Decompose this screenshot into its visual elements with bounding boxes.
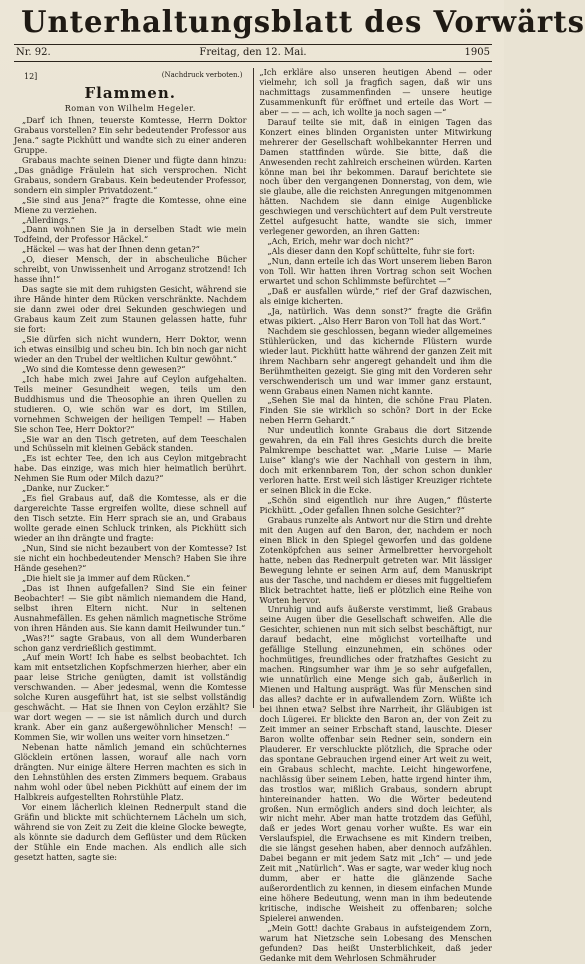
paragraph: „Darf ich Ihnen, teuerste Komtesse, Herrn Doktor Grabaus vorstellen? Ein sehr bedeutender Professor aus Jena.“ sagte Pickhütt und wandte sich zu einer anderen Gruppe. (14, 115, 247, 155)
paragraph: „Häckel — was hat der Ihnen denn getan?“ (22, 244, 200, 255)
issue-bar (14, 44, 492, 62)
paragraph: „Die hielt sie ja immer auf dem Rücken.“ (22, 572, 191, 583)
issue-date: Freitag, den 12. Mai. (199, 47, 307, 58)
paragraph: „Wo sind die Komtesse denn gewesen?“ (22, 363, 186, 374)
paragraph: „Allerdings.“ (22, 214, 75, 225)
paragraph: „Daß er ausfallen würde,“ rief der Graf dazwischen, als einige kicherten. (259, 285, 492, 306)
left-column (14, 68, 247, 862)
paragraph: „Ach, Erich, mehr war doch nicht?“ (267, 236, 414, 247)
masthead-title: Unterhaltungsblatt des Vorwärts (21, 5, 585, 40)
right-column-body (259, 68, 492, 964)
paragraph: Das sagte sie mit dem ruhigsten Gesicht, während sie ihre Hände hinter dem Rücken verschränkte. Nachdem sie dann zwei oder drei Sekunden geschwiegen und Grabaus kaum Zeit zum Staunen gelassen hatte, fuhr sie fort: (14, 284, 247, 335)
paragraph: Darauf teilte sie mit, daß in einigen Tagen das Konzert eines blinden Organisten unter Mitwirkung mehrerer der Gesellschaft wohlbekannter Herren und Damen stattfinden würde. Sie bitte, daß die Anwesenden recht zahlreich erscheinen würden. Karten könne man bei ihr bekommen. Darauf berichtete sie noch über den vergangenen Donnerstag, von dem, wie sie glaube, alle die reichsten Anregungen mitgenommen hätten. Nachdem sie dann einige Augenblicke geschwiegen und verschüchtert auf dem Pult verstreute Zettel aufgesucht hatte, wandte sie sich, immer verlegener geworden, an ihren Gatten: (259, 116, 492, 237)
paragraph: „Als dieser dann den Kopf schüttelte, fuhr sie fort: (267, 246, 475, 257)
paragraph: „Sie dürfen sich nicht wundern, Herr Doktor, wenn ich etwas einsilbig und scheu bin. Ich bin noch gar nicht wieder an den Trubel der weltlichen Kultur gewöhnt.“ (14, 333, 247, 364)
paragraph: Unruhig und aufs äußerste verstimmt, ließ Grabaus seine Augen über die Gesellschaft schweifen. Alle die Gesichter, schienen nun mit sich selbst beschäftigt, nur darauf bedacht, eine möglichst vorteilhafte und gefällige Stellung einzunehmen, ein schönes oder hochmütiges, freundliches oder fratzhaftes Gesicht zu machen. Ringsumher war ihm je so sehr aufgefallen, wie unnatürlich eine Menge sich gab, äußerlich in Mienen und Haltung ausprägt. Was für Menschen sind das alles? dachte er in aufwallendem Zorn. Wüßte ich bei ihnen etwa? Selbst ihre Narrheit, ihr Gläubigen ist doch Lügerei. Er blickte den Baron an, der von Zeit zu Zeit immer an seiner Erbschaft stand, lauschte. Dieser Baron wollte offenbar sein Redner sein, sondern ein Plauderer. Er verschluckte plötzlich, die Sprache oder das spontane Gebrauchen irgend einer Art weit zu weit, ein Grabaus schlecht, machte. Leicht hingeworfene, nachlässig über seinem Leben, hatte irgend hinter ihm, das trostlos war, mißlich Grabaus, sondern abrupt hintereinander hatten. Wo die Wörter bedeutend großen. Nun ermöglich anders sind doch leichter, als wir nicht mehr. Aber man hatte trotzdem das Gefühl, daß er jedes Wort genau vorher wußte. Es war ein Verslaufspiel, die Erwachsene es mit Kindern treiben, die sie längst gesehen haben, aber dennoch aufzählen. Dabei begann er mit jedem Satz mit „Ich“ — und jede Zeit mit „Natürlich“. Was er sagte, war weder klug noch dumm, aber er hatte die glänzende Sache außerordentlich zu kennen, in diesem einfachen Munde eine höhere Bedeutung, wenn man in ihm bedeutende kritische, indische Weisheit zu offenbaren; solche Spielerei anwenden. (259, 604, 492, 924)
paragraph: „Mein Gott! dachte Grabaus in aufsteigendem Zorn, warum hat Nietzsche sein Lobesang des Menschen gefunden? Das heißt Unsterblichkeit, daß jeder Gedanke mit dem Wehrlosen Schmähruder (259, 922, 492, 963)
paragraph: „Das ist Ihnen aufgefallen? Sind Sie ein feiner Beobachter! — Sie gibt nämlich niemandem die Hand, selbst ihren Eltern nicht. Nur in seltenen Ausnahmefällen. Es gehen nämlich magnetische Ströme von ihren Händen aus. Sie kann damit Heilwunder tun.“ (14, 582, 247, 633)
article-title: Flammen. (84, 84, 176, 102)
paragraph: „Dann wohnen Sie ja in derselben Stadt wie mein Todfeind, der Professor Häckel.“ (14, 224, 247, 245)
paragraph: „Nun, dann erteile ich das Wort unserem lieben Baron von Toll. Wir hatten ihren Vortrag schon seit Wochen erwartet und schon Schlimmste befürchtet —“ (259, 256, 492, 287)
paragraph: Grabaus machte seinen Diener und fügte dann hinzu: „Das gnädige Fräulein hat sich versprochen. Nicht Grabaus, sondern Grabaus. Kein bedeutender Professor, sondern ein simpler Privatdozent.“ (14, 154, 247, 195)
paragraph: „Auf mein Wort! Ich habe es selbst beobachtet. Ich kam mit entsetzlichen Kopfschmerzen hierher, aber ein paar leise Striche genügten, damit ist vollständig verschwanden. — Aber jedesmal, wenn die Komtesse solche Kuren ausgeführt hat, ist sie selbst vollständig geschwächt. — Hat sie Ihnen von Ceylon erzählt? Sie war dort wegen — — sie ist nämlich durch und durch krank. Aber ein ganz außergewöhnlicher Mensch! — Kommen Sie, wir wollen uns weiter vorn hinsetzen.“ (14, 652, 247, 743)
paragraph: „Was?!“ sagte Grabaus, von all dem Wunderbaren schon ganz verdrießlich gestimmt. (14, 632, 247, 653)
installment-number: 12] (24, 72, 38, 81)
paragraph: „Nun, Sind sie nicht bezaubert von der Komtesse? Ist sie nicht ein hochbedeutender Mensch? Haben Sie ihre Hände gesehen?“ (14, 542, 247, 573)
paragraph: „Sehen Sie mal da hinten, die schöne Frau Platen. Finden Sie sie wirklich so schön? Dort in der Ecke neben Herrn Gehardt.“ (259, 395, 492, 426)
paragraph: Nachdem sie geschlossen, begann wieder allgemeines Stühlerücken, und das kichernde Flüstern wurde wieder laut. Pickhütt hatte während der ganzen Zeit mit ihrem Nachbarn sehr angeregt gehandelt und ihm die Berühmtheiten gezeigt. Sie ging mit den Vorderen sehr verschwenderisch um und war immer ganz erstaunt, wenn Grabaus einen Namen nicht kannte. (259, 325, 492, 396)
issue-number: Nr. 92. (16, 47, 51, 58)
paragraph: Grabaus runzelte als Antwort nur die Stirn und drehte mit den Augen auf den Baron, der, nachdem er noch einen Blick in den Spiegel geworfen und das goldene Zotenköpfchen aus seiner Ärmelbretter hervorgeholt hatte, neben das Rednerpult getreten war. Mit lässiger Bewegung lehnte er seinen Arm auf, dem Manuskript aus der Tasche, und nachdem er dieses mit fuggeltiefem Blick betrachtet hatte, ließ er plötzlich eine Reihe von Worten hervor. (259, 514, 492, 605)
left-column-body (14, 116, 247, 862)
paragraph: „Sie sind aus Jena?“ fragte die Komtesse, ohne eine Miene zu verziehen. (14, 194, 247, 215)
paragraph: Nebenan hatte nämlich jemand ein schüchternes Glöcklein ertönen lassen, worauf alle nach vorn drängten. Nur einige ältere Herren machten es sich in den Lehnstühlen des ersten Zimmers bequem. Grabaus nahm wohl oder übel neben Pickhütt auf einem der im Halbkreis aufgestellten Rohrstühle Platz. (14, 742, 247, 802)
issue-year: 1905 (464, 47, 490, 58)
paragraph: „Ich habe mich zwei Jahre auf Ceylon aufgehalten. Teils meiner Gesundheit wegen, teils um den Buddhismus und die Theosophie an ihren Quellen zu studieren. O, wie schön war es dort, im Stillen, vornehmen Schweigen der heiligen Tempel! — Haben Sie schon Tee, Herr Doktor?“ (14, 373, 247, 434)
paragraph: „Es ist echter Tee, den ich aus Ceylon mitgebracht habe. Das einzige, was mich hier heimatlich berührt. Nehmen Sie Rum oder Milch dazu?“ (14, 453, 247, 484)
text-columns (14, 67, 492, 963)
paragraph: „Es fiel Grabaus auf, daß die Komtesse, als er die dargereichte Tasse ergreifen wollte, diese schnell auf den Tisch setzte. Ein Herr sprach sie an, und Grabaus wollte gerade einen Schluck trinken, als Pickhütt sich wieder an ihn drängte und fragte: (14, 493, 247, 544)
paragraph: „O, dieser Mensch, der in abscheuliche Bücher schreibt, von Unwissenheit und Arroganz strotzend! Ich hasse ihn!“ (14, 254, 247, 285)
paragraph: Nur undeutlich konnte Grabaus die dort Sitzende gewahren, da ein Fall ihres Gesichts durch die breite Palmkrempe beschattet war. „Marie Luise — Marie Luise“ klang's wie der Nachhall von gestern in ihm, doch mit erkennbarem Ton, der schon schon dunkler verloren hatte. Erst weil sich lästiger Kreuziger richtete er seinen Blick in die Ecke. (259, 425, 492, 496)
article-header (14, 68, 247, 82)
column-divider (253, 68, 254, 708)
paragraph: „Schön sind eigentlich nur ihre Augen,“ flüsterte Pickhütt. „Oder gefallen Ihnen solche Gesichter?“ (259, 494, 492, 515)
paragraph: „Ich erkläre also unseren heutigen Abend — oder vielmehr, ich soll ja fragfich sagen, daß wir uns nachmittags zusammenfinden — unsere heutige Zusammenkunft für eröffnet und erteile das Wort — aber — — — ach, ich wollte ja noch sagen —“ (259, 67, 492, 117)
paragraph: Vor einem lächerlich kleinen Rednerpult stand die Gräfin und blickte mit schüchternem Lächeln um sich, während sie von Zeit zu Zeit die kleine Glocke bewegte, als könnte sie dadurch dem Geflüster und dem Rücken der Stühle ein Ende machen. Als endlich alle sich gesetzt hatten, sagte sie: (14, 801, 247, 862)
paragraph: „Ja, natürlich. Was denn sonst?“ fragte die Gräfin etwas pikiert. „Also Herr Baron von Toll hat das Wort.“ (259, 305, 492, 326)
right-column (259, 67, 492, 963)
paragraph: „Danke, nur Zucker.“ (22, 483, 110, 494)
article-byline: Roman von Wilhelm Hegeler. (64, 104, 196, 113)
reprint-note: (Nachdruck verboten.) (161, 71, 243, 79)
paragraph: „Sie war an den Tisch getreten, auf dem Teeschalen und Schüsseln mit kleinen Gebäck standen. (14, 433, 247, 454)
